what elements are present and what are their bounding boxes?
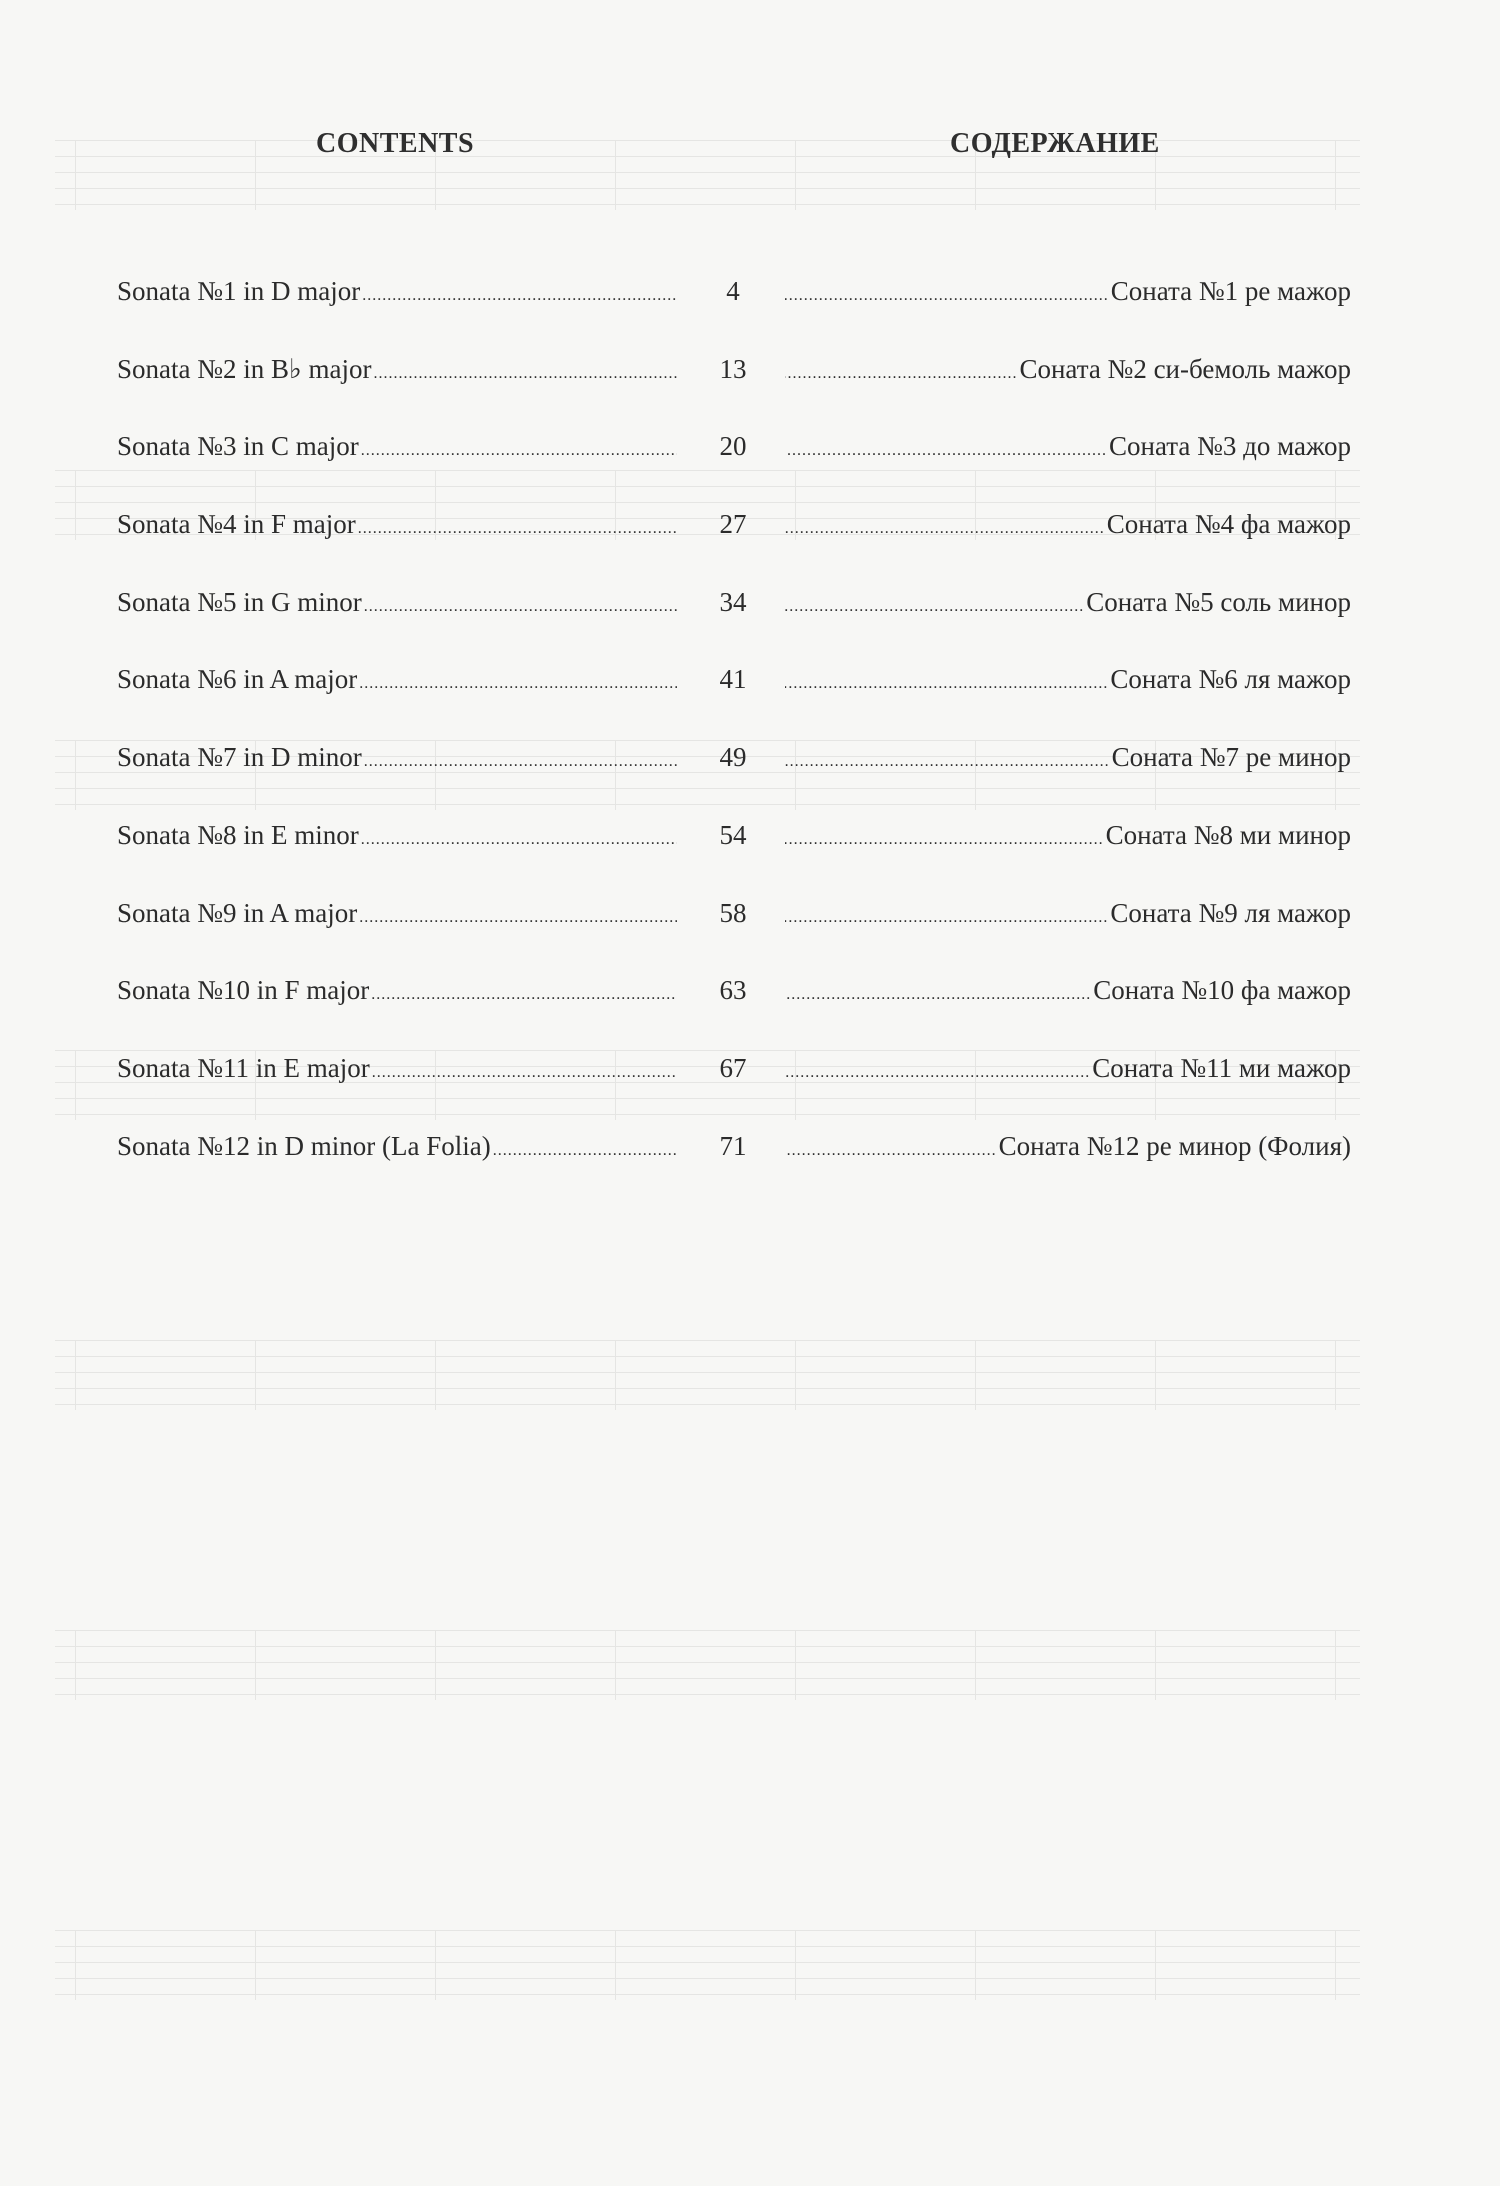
table-of-contents — [0, 276, 1500, 1208]
staff-barline — [1335, 1930, 1336, 2000]
toc-title-russian: Соната №5 соль минор — [1086, 586, 1351, 617]
dot-leader — [361, 831, 677, 849]
dot-leader — [785, 753, 1110, 771]
toc-entry[interactable] — [0, 742, 1500, 820]
toc-entry-english — [117, 742, 677, 773]
toc-entry-russian — [785, 820, 1351, 851]
toc-title-english: Sonata №3 in C major — [117, 431, 359, 462]
toc-title-russian: Соната №4 фа мажор — [1106, 509, 1351, 540]
staff-line — [55, 156, 1360, 157]
toc-entry[interactable] — [0, 1053, 1500, 1131]
staff-barline — [435, 1340, 436, 1410]
dot-leader — [785, 986, 1091, 1004]
toc-title-russian: Соната №8 ми минор — [1105, 819, 1351, 850]
dot-leader — [362, 287, 677, 305]
toc-entry-english — [117, 509, 677, 540]
dot-leader — [358, 520, 677, 538]
toc-title-russian: Соната №9 ля мажор — [1110, 897, 1351, 928]
staff-line — [55, 1372, 1360, 1373]
toc-entry-english — [117, 587, 677, 618]
toc-entry-russian — [785, 898, 1351, 929]
toc-title-russian: Соната №11 ми мажор — [1092, 1052, 1351, 1083]
staff-barline — [615, 1930, 616, 2000]
staff-barline — [615, 1340, 616, 1410]
staff-barline — [75, 140, 76, 210]
staff-line — [55, 1694, 1360, 1695]
staff-barline — [795, 1630, 796, 1700]
staff-line — [55, 140, 1360, 141]
page-number: 63 — [719, 975, 747, 1006]
staff-barline — [1335, 1340, 1336, 1410]
staff-barline — [795, 140, 796, 210]
dot-leader — [493, 1142, 677, 1160]
page-number: 41 — [719, 664, 747, 695]
toc-entry-english — [117, 1053, 677, 1084]
contents-heading-russian: СОДЕРЖАНИЕ — [950, 128, 1160, 159]
staff-line — [55, 1930, 1360, 1931]
toc-title-english: Sonata №1 in D major — [117, 276, 361, 306]
toc-title-russian: Соната №1 ре мажор — [1110, 276, 1351, 306]
toc-entry-russian — [785, 354, 1351, 385]
staff-barline — [1155, 1930, 1156, 2000]
toc-entry-english — [117, 354, 677, 385]
staff-barline — [255, 1630, 256, 1700]
bleed-through-staff — [55, 1930, 1360, 2020]
toc-entry[interactable] — [0, 1131, 1500, 1209]
page-number: 20 — [719, 431, 747, 462]
toc-title-english: Sonata №6 in A major — [117, 664, 358, 695]
staff-barline — [435, 1930, 436, 2000]
toc-entry-russian — [785, 742, 1351, 773]
page-number: 4 — [726, 276, 740, 306]
toc-title-english: Sonata №7 in D minor — [117, 742, 362, 773]
toc-title-russian: Соната №6 ля мажор — [1110, 664, 1351, 695]
staff-barline — [255, 140, 256, 210]
dot-leader — [364, 753, 677, 771]
staff-barline — [795, 1930, 796, 2000]
staff-barline — [975, 1930, 976, 2000]
staff-line — [55, 204, 1360, 205]
toc-entry[interactable] — [0, 975, 1500, 1053]
dot-leader — [785, 598, 1084, 616]
staff-barline — [1155, 1340, 1156, 1410]
toc-title-russian: Соната №12 ре минор (Фолия) — [998, 1130, 1351, 1161]
dot-leader — [373, 365, 677, 383]
toc-title-russian: Соната №7 ре минор — [1111, 742, 1351, 773]
staff-line — [55, 1356, 1360, 1357]
staff-barline — [75, 1930, 76, 2000]
staff-barline — [615, 1630, 616, 1700]
toc-entry-english — [117, 975, 677, 1006]
contents-heading-english: CONTENTS — [316, 128, 475, 159]
staff-line — [55, 1630, 1360, 1631]
toc-entry-russian — [785, 664, 1351, 695]
page-number: 71 — [719, 1130, 747, 1161]
dot-leader — [785, 520, 1105, 538]
toc-entry[interactable] — [0, 431, 1500, 509]
staff-barline — [75, 1340, 76, 1410]
page-number: 27 — [719, 509, 747, 540]
toc-title-english: Sonata №10 in F major — [117, 975, 370, 1006]
toc-title-english: Sonata №5 in G minor — [117, 586, 362, 617]
bleed-through-staff — [55, 1630, 1360, 1720]
staff-barline — [975, 1340, 976, 1410]
staff-barline — [255, 1930, 256, 2000]
toc-entry-russian — [785, 975, 1351, 1006]
dot-leader — [359, 909, 677, 927]
staff-barline — [1335, 140, 1336, 210]
toc-title-english: Sonata №11 in E major — [117, 1052, 370, 1083]
staff-line — [55, 1662, 1360, 1663]
staff-line — [55, 1388, 1360, 1389]
staff-barline — [435, 1630, 436, 1700]
staff-line — [55, 1962, 1360, 1963]
dot-leader — [364, 598, 677, 616]
dot-leader — [359, 675, 677, 693]
toc-entry-russian — [785, 509, 1351, 540]
bleed-through-staff — [55, 140, 1360, 230]
toc-entry[interactable] — [0, 587, 1500, 665]
staff-line — [55, 172, 1360, 173]
toc-entry-english — [117, 431, 677, 462]
dot-leader — [785, 831, 1104, 849]
page-number: 34 — [719, 586, 747, 617]
staff-barline — [975, 1630, 976, 1700]
staff-barline — [255, 1340, 256, 1410]
toc-title-russian: Соната №2 си-бемоль мажор — [1019, 353, 1351, 384]
dot-leader — [361, 442, 677, 460]
staff-barline — [75, 1630, 76, 1700]
dot-leader — [785, 909, 1108, 927]
staff-line — [55, 188, 1360, 189]
dot-leader — [785, 1064, 1090, 1082]
page-number: 58 — [719, 897, 747, 928]
dot-leader — [785, 1142, 997, 1160]
staff-line — [55, 1340, 1360, 1341]
dot-leader — [372, 1064, 677, 1082]
staff-line — [55, 1978, 1360, 1979]
staff-barline — [615, 140, 616, 210]
toc-entry-russian — [785, 1053, 1351, 1084]
page-number: 54 — [719, 819, 747, 850]
toc-entry-russian — [785, 587, 1351, 618]
toc-title-english: Sonata №8 in E minor — [117, 819, 359, 850]
dot-leader — [785, 675, 1108, 693]
toc-title-english: Sonata №4 in F major — [117, 509, 356, 540]
staff-line — [55, 1404, 1360, 1405]
toc-entry[interactable] — [0, 664, 1500, 742]
toc-entry[interactable] — [0, 820, 1500, 898]
toc-entry[interactable] — [0, 509, 1500, 587]
dot-leader — [785, 365, 1017, 383]
toc-title-english: Sonata №12 in D minor (La Folia) — [117, 1130, 491, 1161]
toc-title-english: Sonata №2 in B♭ major — [117, 353, 372, 384]
toc-entry[interactable] — [0, 276, 1500, 354]
toc-entry-russian — [785, 431, 1351, 462]
toc-entry-english — [117, 276, 677, 307]
toc-entry-english — [117, 664, 677, 695]
toc-title-russian: Соната №3 до мажор — [1109, 431, 1351, 462]
staff-barline — [1155, 1630, 1156, 1700]
toc-title-russian: Соната №10 фа мажор — [1093, 975, 1351, 1006]
dot-leader — [785, 287, 1109, 305]
toc-title-english: Sonata №9 in A major — [117, 897, 358, 928]
staff-barline — [795, 1340, 796, 1410]
page-number: 67 — [719, 1052, 747, 1083]
toc-entry[interactable] — [0, 898, 1500, 976]
dot-leader — [785, 442, 1107, 460]
toc-entry[interactable] — [0, 354, 1500, 432]
staff-line — [55, 1646, 1360, 1647]
dot-leader — [371, 986, 677, 1004]
toc-entry-russian — [785, 1131, 1351, 1162]
toc-entry-russian — [785, 276, 1351, 307]
page-number: 49 — [719, 742, 747, 773]
toc-entry-english — [117, 898, 677, 929]
staff-line — [55, 1678, 1360, 1679]
staff-barline — [1335, 1630, 1336, 1700]
staff-line — [55, 1946, 1360, 1947]
toc-entry-english — [117, 1131, 677, 1162]
bleed-through-staff — [55, 1340, 1360, 1430]
page-number: 13 — [719, 353, 747, 384]
toc-entry-english — [117, 820, 677, 851]
staff-line — [55, 1994, 1360, 1995]
